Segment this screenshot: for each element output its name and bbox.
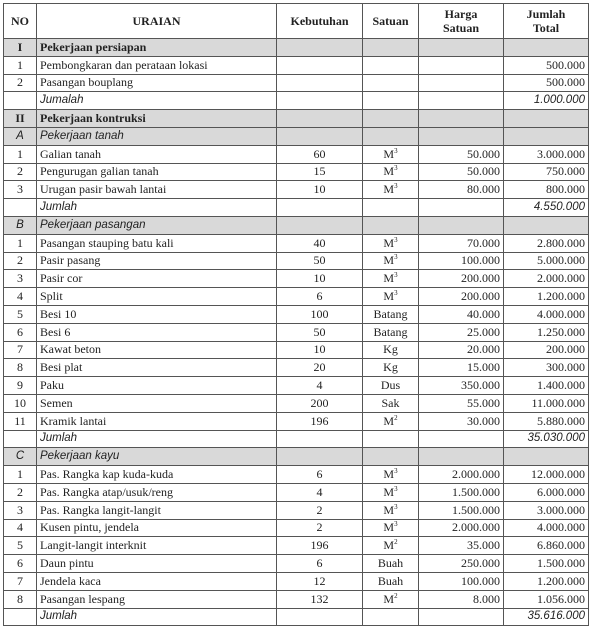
row-description: Pekerjaan pasangan xyxy=(37,216,277,234)
item-quantity: 4 xyxy=(277,483,363,501)
item-quantity: 6 xyxy=(277,288,363,306)
row-number: A xyxy=(4,127,37,145)
item-unit-price: 100.000 xyxy=(419,252,504,270)
item-total: 800.000 xyxy=(504,181,589,199)
item-quantity: 6 xyxy=(277,466,363,484)
subtotal-row xyxy=(4,430,589,448)
row-number: 3 xyxy=(4,501,37,519)
item-quantity: 60 xyxy=(277,145,363,163)
item-total: 500.000 xyxy=(504,56,589,74)
unit-label: Kg xyxy=(383,342,398,357)
item-total: 1.250.000 xyxy=(504,323,589,341)
item-total: 4.000.000 xyxy=(504,305,589,323)
empty-cell xyxy=(419,199,504,217)
unit-label: M xyxy=(383,467,395,482)
empty-cell xyxy=(504,110,589,128)
item-unit-price xyxy=(419,56,504,74)
row-number: 8 xyxy=(4,590,37,608)
item-unit-price: 50.000 xyxy=(419,145,504,163)
row-number: 2 xyxy=(4,483,37,501)
empty-cell xyxy=(4,92,37,110)
item-unit-price: 30.000 xyxy=(419,412,504,430)
item-total: 1.200.000 xyxy=(504,572,589,590)
item-unit-price: 55.000 xyxy=(419,394,504,412)
empty-cell xyxy=(363,430,419,448)
header-row xyxy=(4,4,589,39)
item-total: 2.800.000 xyxy=(504,234,589,252)
unit-label: M xyxy=(383,520,395,535)
subtotal-value: 35.616.000 xyxy=(504,608,589,626)
unit-exponent: 2 xyxy=(394,538,398,547)
item-quantity xyxy=(277,56,363,74)
row-description: Pekerjaan kayu xyxy=(37,448,277,466)
empty-cell xyxy=(363,216,419,234)
row-number: 1 xyxy=(4,145,37,163)
item-total: 2.000.000 xyxy=(504,270,589,288)
item-unit xyxy=(363,288,419,306)
row-description: Pekerjaan tanah xyxy=(37,127,277,145)
unit-label: Buah xyxy=(377,556,404,570)
subsection-row xyxy=(4,448,589,466)
item-description: Pasangan stauping batu kali xyxy=(37,234,277,252)
table-row xyxy=(4,163,589,181)
item-quantity: 4 xyxy=(277,377,363,395)
unit-exponent: 3 xyxy=(394,484,398,493)
item-description: Pasir pasang xyxy=(37,252,277,270)
empty-cell xyxy=(363,199,419,217)
item-unit-price: 20.000 xyxy=(419,341,504,359)
item-unit xyxy=(363,590,419,608)
item-description: Pasangan bouplang xyxy=(37,74,277,92)
subsection-row xyxy=(4,127,589,145)
item-unit-price: 1.500.000 xyxy=(419,483,504,501)
item-total: 3.000.000 xyxy=(504,501,589,519)
item-quantity: 132 xyxy=(277,590,363,608)
item-unit xyxy=(363,519,419,537)
subtotal-row xyxy=(4,92,589,110)
unit-exponent: 3 xyxy=(394,502,398,511)
row-number: 7 xyxy=(4,572,37,590)
table-row xyxy=(4,394,589,412)
empty-cell xyxy=(504,39,589,57)
item-description: Kusen pintu, jendela xyxy=(37,519,277,537)
empty-cell xyxy=(419,110,504,128)
item-description: Split xyxy=(37,288,277,306)
table-body xyxy=(4,39,589,626)
empty-cell xyxy=(419,430,504,448)
empty-cell xyxy=(419,127,504,145)
item-unit-price: 40.000 xyxy=(419,305,504,323)
empty-cell xyxy=(363,127,419,145)
item-quantity: 2 xyxy=(277,519,363,537)
item-total: 500.000 xyxy=(504,74,589,92)
unit-label: Kg xyxy=(383,360,398,375)
table-row xyxy=(4,537,589,555)
item-quantity: 100 xyxy=(277,305,363,323)
unit-exponent: 3 xyxy=(394,164,398,173)
row-number: I xyxy=(4,39,37,57)
table-row xyxy=(4,252,589,270)
table-row xyxy=(4,181,589,199)
empty-cell xyxy=(277,110,363,128)
item-description: Besi plat xyxy=(37,359,277,377)
item-quantity: 40 xyxy=(277,234,363,252)
empty-cell xyxy=(277,608,363,626)
empty-cell xyxy=(277,199,363,217)
unit-label: M xyxy=(383,538,395,553)
item-description: Urugan pasir bawah lantai xyxy=(37,181,277,199)
item-unit xyxy=(363,359,419,377)
table-row xyxy=(4,412,589,430)
unit-label: M xyxy=(383,591,395,606)
empty-cell xyxy=(504,448,589,466)
table-row xyxy=(4,341,589,359)
item-total: 5.000.000 xyxy=(504,252,589,270)
empty-cell xyxy=(277,448,363,466)
item-unit xyxy=(363,341,419,359)
unit-label: M xyxy=(383,484,395,499)
item-total: 6.000.000 xyxy=(504,483,589,501)
item-unit xyxy=(363,501,419,519)
item-unit xyxy=(363,323,419,341)
row-number: 1 xyxy=(4,56,37,74)
unit-exponent: 2 xyxy=(394,413,398,422)
row-number: 5 xyxy=(4,537,37,555)
unit-exponent: 3 xyxy=(394,253,398,262)
section-row xyxy=(4,110,589,128)
table-row xyxy=(4,270,589,288)
table-row xyxy=(4,234,589,252)
empty-cell xyxy=(363,39,419,57)
subtotal-value: 1.000.000 xyxy=(504,92,589,110)
item-description: Pengurugan galian tanah xyxy=(37,163,277,181)
item-quantity: 50 xyxy=(277,323,363,341)
item-description: Kramik lantai xyxy=(37,412,277,430)
row-number: 6 xyxy=(4,323,37,341)
item-description: Galian tanah xyxy=(37,145,277,163)
table-row xyxy=(4,74,589,92)
empty-cell xyxy=(419,216,504,234)
item-total: 1.400.000 xyxy=(504,377,589,395)
empty-cell xyxy=(363,448,419,466)
item-unit-price xyxy=(419,74,504,92)
subsection-row xyxy=(4,216,589,234)
item-unit xyxy=(363,305,419,323)
subtotal-value: 35.030.000 xyxy=(504,430,589,448)
item-unit-price: 15.000 xyxy=(419,359,504,377)
item-description: Kawat beton xyxy=(37,341,277,359)
empty-cell xyxy=(419,608,504,626)
subtotal-label: Jumalah xyxy=(37,92,277,110)
unit-exponent: 3 xyxy=(394,271,398,280)
item-quantity: 12 xyxy=(277,572,363,590)
table-row xyxy=(4,466,589,484)
table-row xyxy=(4,56,589,74)
table-row xyxy=(4,145,589,163)
item-unit xyxy=(363,234,419,252)
item-total: 300.000 xyxy=(504,359,589,377)
row-number: 2 xyxy=(4,74,37,92)
table-row xyxy=(4,305,589,323)
row-number: II xyxy=(4,110,37,128)
subtotal-row xyxy=(4,608,589,626)
item-unit xyxy=(363,377,419,395)
row-number: 7 xyxy=(4,341,37,359)
item-description: Pas. Rangka atap/usuk/reng xyxy=(37,483,277,501)
item-unit xyxy=(363,572,419,590)
item-total: 1.500.000 xyxy=(504,555,589,573)
budget-table xyxy=(3,3,589,626)
unit-label: Dus xyxy=(380,378,401,393)
unit-label: M xyxy=(383,146,395,161)
item-description: Pas. Rangka langit-langit xyxy=(37,501,277,519)
unit-label: Sak xyxy=(381,395,400,410)
unit-label: M xyxy=(383,253,395,268)
item-unit xyxy=(363,145,419,163)
item-total: 750.000 xyxy=(504,163,589,181)
subtotal-label: Jumlah xyxy=(37,430,277,448)
item-description: Pasangan lespang xyxy=(37,590,277,608)
header-satuan: Satuan xyxy=(363,4,419,39)
item-unit-price: 50.000 xyxy=(419,163,504,181)
header-harga-satuan: Harga Satuan xyxy=(419,4,504,39)
unit-exponent: 3 xyxy=(394,182,398,191)
unit-label: M xyxy=(383,502,395,517)
item-description: Paku xyxy=(37,377,277,395)
item-unit-price: 200.000 xyxy=(419,270,504,288)
item-total: 6.860.000 xyxy=(504,537,589,555)
item-unit-price: 80.000 xyxy=(419,181,504,199)
empty-cell xyxy=(363,92,419,110)
item-unit xyxy=(363,74,419,92)
empty-cell xyxy=(504,127,589,145)
item-description: Besi 10 xyxy=(37,305,277,323)
item-quantity: 50 xyxy=(277,252,363,270)
item-unit-price: 250.000 xyxy=(419,555,504,573)
table-row xyxy=(4,572,589,590)
row-number: 2 xyxy=(4,252,37,270)
subtotal-label: Jumlah xyxy=(37,199,277,217)
item-unit xyxy=(363,252,419,270)
item-total: 200.000 xyxy=(504,341,589,359)
item-quantity: 10 xyxy=(277,270,363,288)
empty-cell xyxy=(277,39,363,57)
item-unit xyxy=(363,56,419,74)
header-kebutuhan: Kebutuhan xyxy=(277,4,363,39)
table-row xyxy=(4,377,589,395)
item-description: Daun pintu xyxy=(37,555,277,573)
item-quantity: 10 xyxy=(277,181,363,199)
unit-exponent: 3 xyxy=(394,520,398,529)
empty-cell xyxy=(363,110,419,128)
empty-cell xyxy=(277,216,363,234)
unit-exponent: 3 xyxy=(394,146,398,155)
item-quantity: 2 xyxy=(277,501,363,519)
unit-label: M xyxy=(383,289,395,304)
item-unit xyxy=(363,537,419,555)
item-total: 1.056.000 xyxy=(504,590,589,608)
unit-label: M xyxy=(383,182,395,197)
item-description: Besi 6 xyxy=(37,323,277,341)
item-quantity: 6 xyxy=(277,555,363,573)
item-quantity: 200 xyxy=(277,394,363,412)
unit-label: Batang xyxy=(373,324,408,339)
header-jumlah-total: Jumlah Total xyxy=(504,4,589,39)
table-row xyxy=(4,288,589,306)
table-row xyxy=(4,519,589,537)
item-total: 12.000.000 xyxy=(504,466,589,484)
item-unit xyxy=(363,412,419,430)
row-description: Pekerjaan persiapan xyxy=(37,39,277,57)
row-number: 8 xyxy=(4,359,37,377)
item-quantity xyxy=(277,74,363,92)
item-description: Pembongkaran dan perataan lokasi xyxy=(37,56,277,74)
item-description: Pas. Rangka kap kuda-kuda xyxy=(37,466,277,484)
empty-cell xyxy=(277,127,363,145)
item-unit xyxy=(363,270,419,288)
item-total: 5.880.000 xyxy=(504,412,589,430)
row-number: 4 xyxy=(4,519,37,537)
item-unit xyxy=(363,555,419,573)
item-total: 1.200.000 xyxy=(504,288,589,306)
item-unit-price: 35.000 xyxy=(419,537,504,555)
item-total: 3.000.000 xyxy=(504,145,589,163)
row-number: 4 xyxy=(4,288,37,306)
item-unit-price: 350.000 xyxy=(419,377,504,395)
table-row xyxy=(4,555,589,573)
empty-cell xyxy=(419,448,504,466)
item-unit xyxy=(363,483,419,501)
table-row xyxy=(4,483,589,501)
unit-exponent: 2 xyxy=(394,591,398,600)
subtotal-label: Jumlah xyxy=(37,608,277,626)
header-uraian: URAIAN xyxy=(37,4,277,39)
unit-label: M xyxy=(383,235,395,250)
item-unit xyxy=(363,394,419,412)
item-description: Langit-langit interknit xyxy=(37,537,277,555)
item-quantity: 10 xyxy=(277,341,363,359)
item-quantity: 15 xyxy=(277,163,363,181)
subtotal-row xyxy=(4,199,589,217)
item-total: 11.000.000 xyxy=(504,394,589,412)
unit-exponent: 3 xyxy=(394,467,398,476)
item-quantity: 20 xyxy=(277,359,363,377)
empty-cell xyxy=(277,430,363,448)
item-unit-price: 2.000.000 xyxy=(419,466,504,484)
row-number: 6 xyxy=(4,555,37,573)
table-row xyxy=(4,359,589,377)
item-unit-price: 25.000 xyxy=(419,323,504,341)
item-description: Jendela kaca xyxy=(37,572,277,590)
empty-cell xyxy=(419,39,504,57)
item-unit-price: 8.000 xyxy=(419,590,504,608)
row-number: 9 xyxy=(4,377,37,395)
row-number: 3 xyxy=(4,270,37,288)
row-number: 2 xyxy=(4,163,37,181)
row-number: 5 xyxy=(4,305,37,323)
empty-cell xyxy=(504,216,589,234)
unit-exponent: 3 xyxy=(394,289,398,298)
item-quantity: 196 xyxy=(277,537,363,555)
item-unit xyxy=(363,181,419,199)
empty-cell xyxy=(277,92,363,110)
row-number: C xyxy=(4,448,37,466)
row-number: 1 xyxy=(4,234,37,252)
unit-label: M xyxy=(383,164,395,179)
item-total: 4.000.000 xyxy=(504,519,589,537)
item-unit-price: 100.000 xyxy=(419,572,504,590)
empty-cell xyxy=(4,608,37,626)
unit-label: M xyxy=(383,271,395,286)
row-number: B xyxy=(4,216,37,234)
item-unit-price: 2.000.000 xyxy=(419,519,504,537)
unit-exponent: 3 xyxy=(394,235,398,244)
item-unit xyxy=(363,466,419,484)
item-description: Pasir cor xyxy=(37,270,277,288)
section-row xyxy=(4,39,589,57)
subtotal-value: 4.550.000 xyxy=(504,199,589,217)
table-row xyxy=(4,590,589,608)
empty-cell xyxy=(363,608,419,626)
item-description: Semen xyxy=(37,394,277,412)
empty-cell xyxy=(4,199,37,217)
header-no: NO xyxy=(4,4,37,39)
table-row xyxy=(4,323,589,341)
item-unit-price: 200.000 xyxy=(419,288,504,306)
unit-label: Batang xyxy=(373,306,408,321)
row-number: 1 xyxy=(4,466,37,484)
item-unit-price: 70.000 xyxy=(419,234,504,252)
row-number: 11 xyxy=(4,412,37,430)
row-description: Pekerjaan kontruksi xyxy=(37,110,277,128)
row-number: 10 xyxy=(4,394,37,412)
empty-cell xyxy=(4,430,37,448)
item-unit xyxy=(363,163,419,181)
item-unit-price: 1.500.000 xyxy=(419,501,504,519)
empty-cell xyxy=(419,92,504,110)
row-number: 3 xyxy=(4,181,37,199)
unit-label: Buah xyxy=(377,573,404,588)
table-row xyxy=(4,501,589,519)
unit-label: M xyxy=(383,413,395,428)
item-quantity: 196 xyxy=(277,412,363,430)
